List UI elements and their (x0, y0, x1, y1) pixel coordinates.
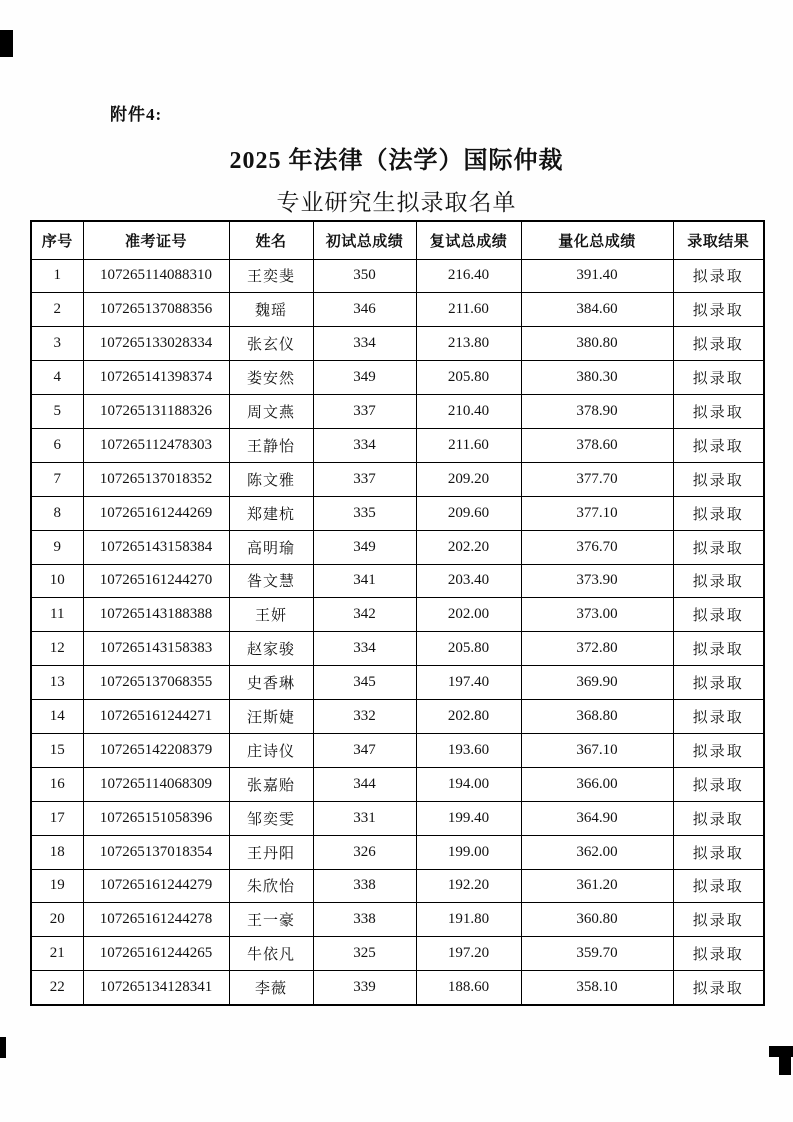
table-cell: 107265141398374 (83, 361, 229, 395)
table-cell: 342 (313, 598, 416, 632)
table-cell: 张玄仪 (229, 327, 313, 361)
table-cell: 197.40 (416, 666, 521, 700)
table-cell: 拟录取 (673, 666, 764, 700)
table-cell: 188.60 (416, 971, 521, 1005)
table-cell: 369.90 (521, 666, 673, 700)
table-row (31, 496, 764, 530)
table-cell: 191.80 (416, 903, 521, 937)
table-cell: 349 (313, 361, 416, 395)
table-cell: 拟录取 (673, 428, 764, 462)
table-cell: 209.20 (416, 462, 521, 496)
table-cell: 193.60 (416, 733, 521, 767)
table-cell: 373.00 (521, 598, 673, 632)
table-cell: 349 (313, 530, 416, 564)
table-cell: 8 (31, 496, 83, 530)
table-cell: 张嘉贻 (229, 767, 313, 801)
table-cell: 331 (313, 801, 416, 835)
table-cell: 202.20 (416, 530, 521, 564)
table-cell: 王静怡 (229, 428, 313, 462)
table-cell: 拟录取 (673, 361, 764, 395)
table-cell: 娄安然 (229, 361, 313, 395)
table-cell: 6 (31, 428, 83, 462)
table-cell: 107265133028334 (83, 327, 229, 361)
table-cell: 332 (313, 700, 416, 734)
table-cell: 373.90 (521, 564, 673, 598)
table-cell: 14 (31, 700, 83, 734)
table-cell: 107265143158383 (83, 632, 229, 666)
table-cell: 107265134128341 (83, 971, 229, 1005)
table-cell: 347 (313, 733, 416, 767)
table-cell: 107265142208379 (83, 733, 229, 767)
table-cell: 337 (313, 395, 416, 429)
table-cell: 史香琳 (229, 666, 313, 700)
column-header: 姓名 (229, 221, 313, 259)
table-cell: 拟录取 (673, 293, 764, 327)
table-row (31, 395, 764, 429)
table-cell: 王妍 (229, 598, 313, 632)
table-cell: 拟录取 (673, 700, 764, 734)
table-cell: 拟录取 (673, 767, 764, 801)
table-cell: 338 (313, 869, 416, 903)
table-cell: 牛依凡 (229, 937, 313, 971)
table-row (31, 801, 764, 835)
table-cell: 211.60 (416, 428, 521, 462)
table-cell: 367.10 (521, 733, 673, 767)
table-cell: 364.90 (521, 801, 673, 835)
table-cell: 107265151058396 (83, 801, 229, 835)
table-cell: 107265161244270 (83, 564, 229, 598)
table-cell: 346 (313, 293, 416, 327)
table-cell: 325 (313, 937, 416, 971)
table-cell: 拟录取 (673, 530, 764, 564)
table-row (31, 259, 764, 293)
table-cell: 郑建杭 (229, 496, 313, 530)
table-row (31, 666, 764, 700)
table-cell: 17 (31, 801, 83, 835)
table-cell: 338 (313, 903, 416, 937)
table-cell: 203.40 (416, 564, 521, 598)
table-cell: 11 (31, 598, 83, 632)
table-cell: 18 (31, 835, 83, 869)
table-cell: 378.90 (521, 395, 673, 429)
table-cell: 4 (31, 361, 83, 395)
table-cell: 210.40 (416, 395, 521, 429)
table-cell: 22 (31, 971, 83, 1005)
table-cell: 372.80 (521, 632, 673, 666)
table-cell: 213.80 (416, 327, 521, 361)
table-cell: 326 (313, 835, 416, 869)
table-row (31, 869, 764, 903)
table-cell: 拟录取 (673, 462, 764, 496)
table-row (31, 598, 764, 632)
table-row (31, 767, 764, 801)
table-cell: 拟录取 (673, 395, 764, 429)
table-cell: 107265137018354 (83, 835, 229, 869)
table-cell: 王一豪 (229, 903, 313, 937)
table-cell: 384.60 (521, 293, 673, 327)
table-cell: 362.00 (521, 835, 673, 869)
table-row (31, 530, 764, 564)
table-cell: 335 (313, 496, 416, 530)
table-cell: 368.80 (521, 700, 673, 734)
table-cell: 376.70 (521, 530, 673, 564)
table-cell: 339 (313, 971, 416, 1005)
column-header: 序号 (31, 221, 83, 259)
table-row (31, 971, 764, 1005)
table-cell: 李薇 (229, 971, 313, 1005)
table-cell: 拟录取 (673, 327, 764, 361)
table-cell: 197.20 (416, 937, 521, 971)
table-cell: 378.60 (521, 428, 673, 462)
table-cell: 377.10 (521, 496, 673, 530)
table-cell: 邹奕雯 (229, 801, 313, 835)
table-cell: 拟录取 (673, 259, 764, 293)
table-cell: 赵家骏 (229, 632, 313, 666)
table-row (31, 700, 764, 734)
table-cell: 350 (313, 259, 416, 293)
table-cell: 朱欣怡 (229, 869, 313, 903)
table-row (31, 462, 764, 496)
table-row (31, 835, 764, 869)
scan-mark-bottom-left (0, 1037, 6, 1058)
table-cell: 庄诗仪 (229, 733, 313, 767)
table-cell: 15 (31, 733, 83, 767)
scan-mark-bottom-right (779, 1046, 791, 1075)
table-cell: 359.70 (521, 937, 673, 971)
table-cell: 107265114068309 (83, 767, 229, 801)
table-cell: 拟录取 (673, 937, 764, 971)
table-row (31, 428, 764, 462)
table-cell: 337 (313, 462, 416, 496)
table-cell: 汪斯婕 (229, 700, 313, 734)
table-cell: 拟录取 (673, 971, 764, 1005)
table-cell: 昝文慧 (229, 564, 313, 598)
table-cell: 205.80 (416, 632, 521, 666)
table-cell: 205.80 (416, 361, 521, 395)
table-cell: 360.80 (521, 903, 673, 937)
table-cell: 107265112478303 (83, 428, 229, 462)
column-header: 准考证号 (83, 221, 229, 259)
column-header: 复试总成绩 (416, 221, 521, 259)
column-header: 录取结果 (673, 221, 764, 259)
table-cell: 拟录取 (673, 801, 764, 835)
scan-mark-top-left (0, 30, 13, 57)
table-cell: 陈文雅 (229, 462, 313, 496)
table-cell: 199.00 (416, 835, 521, 869)
table-cell: 380.80 (521, 327, 673, 361)
table-cell: 2 (31, 293, 83, 327)
column-header: 初试总成绩 (313, 221, 416, 259)
table-cell: 334 (313, 327, 416, 361)
table-cell: 拟录取 (673, 733, 764, 767)
table-cell: 高明瑜 (229, 530, 313, 564)
table-cell: 377.70 (521, 462, 673, 496)
table-cell: 194.00 (416, 767, 521, 801)
table-cell: 202.80 (416, 700, 521, 734)
table-cell: 107265143158384 (83, 530, 229, 564)
table-cell: 334 (313, 428, 416, 462)
table-cell: 拟录取 (673, 869, 764, 903)
table-row (31, 327, 764, 361)
table-cell: 107265143188388 (83, 598, 229, 632)
table-cell: 202.00 (416, 598, 521, 632)
table-cell: 107265137068355 (83, 666, 229, 700)
table-cell: 5 (31, 395, 83, 429)
table-cell: 391.40 (521, 259, 673, 293)
document-title-line1: 2025 年法律（法学）国际仲裁 (229, 148, 564, 174)
table-cell: 拟录取 (673, 835, 764, 869)
table-cell: 334 (313, 632, 416, 666)
admission-roster-table (30, 220, 765, 1006)
table-cell: 366.00 (521, 767, 673, 801)
table-header-row (31, 221, 764, 259)
table-cell: 10 (31, 564, 83, 598)
table-cell: 拟录取 (673, 496, 764, 530)
table-cell: 380.30 (521, 361, 673, 395)
attachment-label: 附件4: (110, 105, 163, 124)
table-cell: 13 (31, 666, 83, 700)
table-cell: 拟录取 (673, 632, 764, 666)
document-title-line2: 专业研究生拟录取名单 (276, 189, 517, 215)
table-cell: 拟录取 (673, 564, 764, 598)
table-cell: 21 (31, 937, 83, 971)
table-cell: 16 (31, 767, 83, 801)
table-cell: 107265161244278 (83, 903, 229, 937)
table-cell: 魏瑶 (229, 293, 313, 327)
table-cell: 107265114088310 (83, 259, 229, 293)
table-cell: 107265137018352 (83, 462, 229, 496)
table-cell: 19 (31, 869, 83, 903)
table-cell: 7 (31, 462, 83, 496)
table-cell: 358.10 (521, 971, 673, 1005)
table-row (31, 733, 764, 767)
table-cell: 拟录取 (673, 598, 764, 632)
table-cell: 361.20 (521, 869, 673, 903)
table-row (31, 361, 764, 395)
table-row (31, 564, 764, 598)
table-cell: 王奕斐 (229, 259, 313, 293)
table-row (31, 632, 764, 666)
table-cell: 拟录取 (673, 903, 764, 937)
table-cell: 216.40 (416, 259, 521, 293)
table-cell: 周文燕 (229, 395, 313, 429)
table-cell: 12 (31, 632, 83, 666)
table-cell: 341 (313, 564, 416, 598)
table-cell: 345 (313, 666, 416, 700)
table-cell: 107265161244279 (83, 869, 229, 903)
column-header: 量化总成绩 (521, 221, 673, 259)
table-cell: 20 (31, 903, 83, 937)
table-row (31, 937, 764, 971)
table-cell: 199.40 (416, 801, 521, 835)
table-cell: 107265131188326 (83, 395, 229, 429)
table-cell: 344 (313, 767, 416, 801)
table-cell: 209.60 (416, 496, 521, 530)
table-cell: 107265161244265 (83, 937, 229, 971)
table-row (31, 903, 764, 937)
table-cell: 3 (31, 327, 83, 361)
table-cell: 1 (31, 259, 83, 293)
table-cell: 211.60 (416, 293, 521, 327)
table-cell: 107265161244269 (83, 496, 229, 530)
table-cell: 9 (31, 530, 83, 564)
table-cell: 107265161244271 (83, 700, 229, 734)
table-cell: 107265137088356 (83, 293, 229, 327)
table-cell: 王丹阳 (229, 835, 313, 869)
table-row (31, 293, 764, 327)
table-cell: 192.20 (416, 869, 521, 903)
